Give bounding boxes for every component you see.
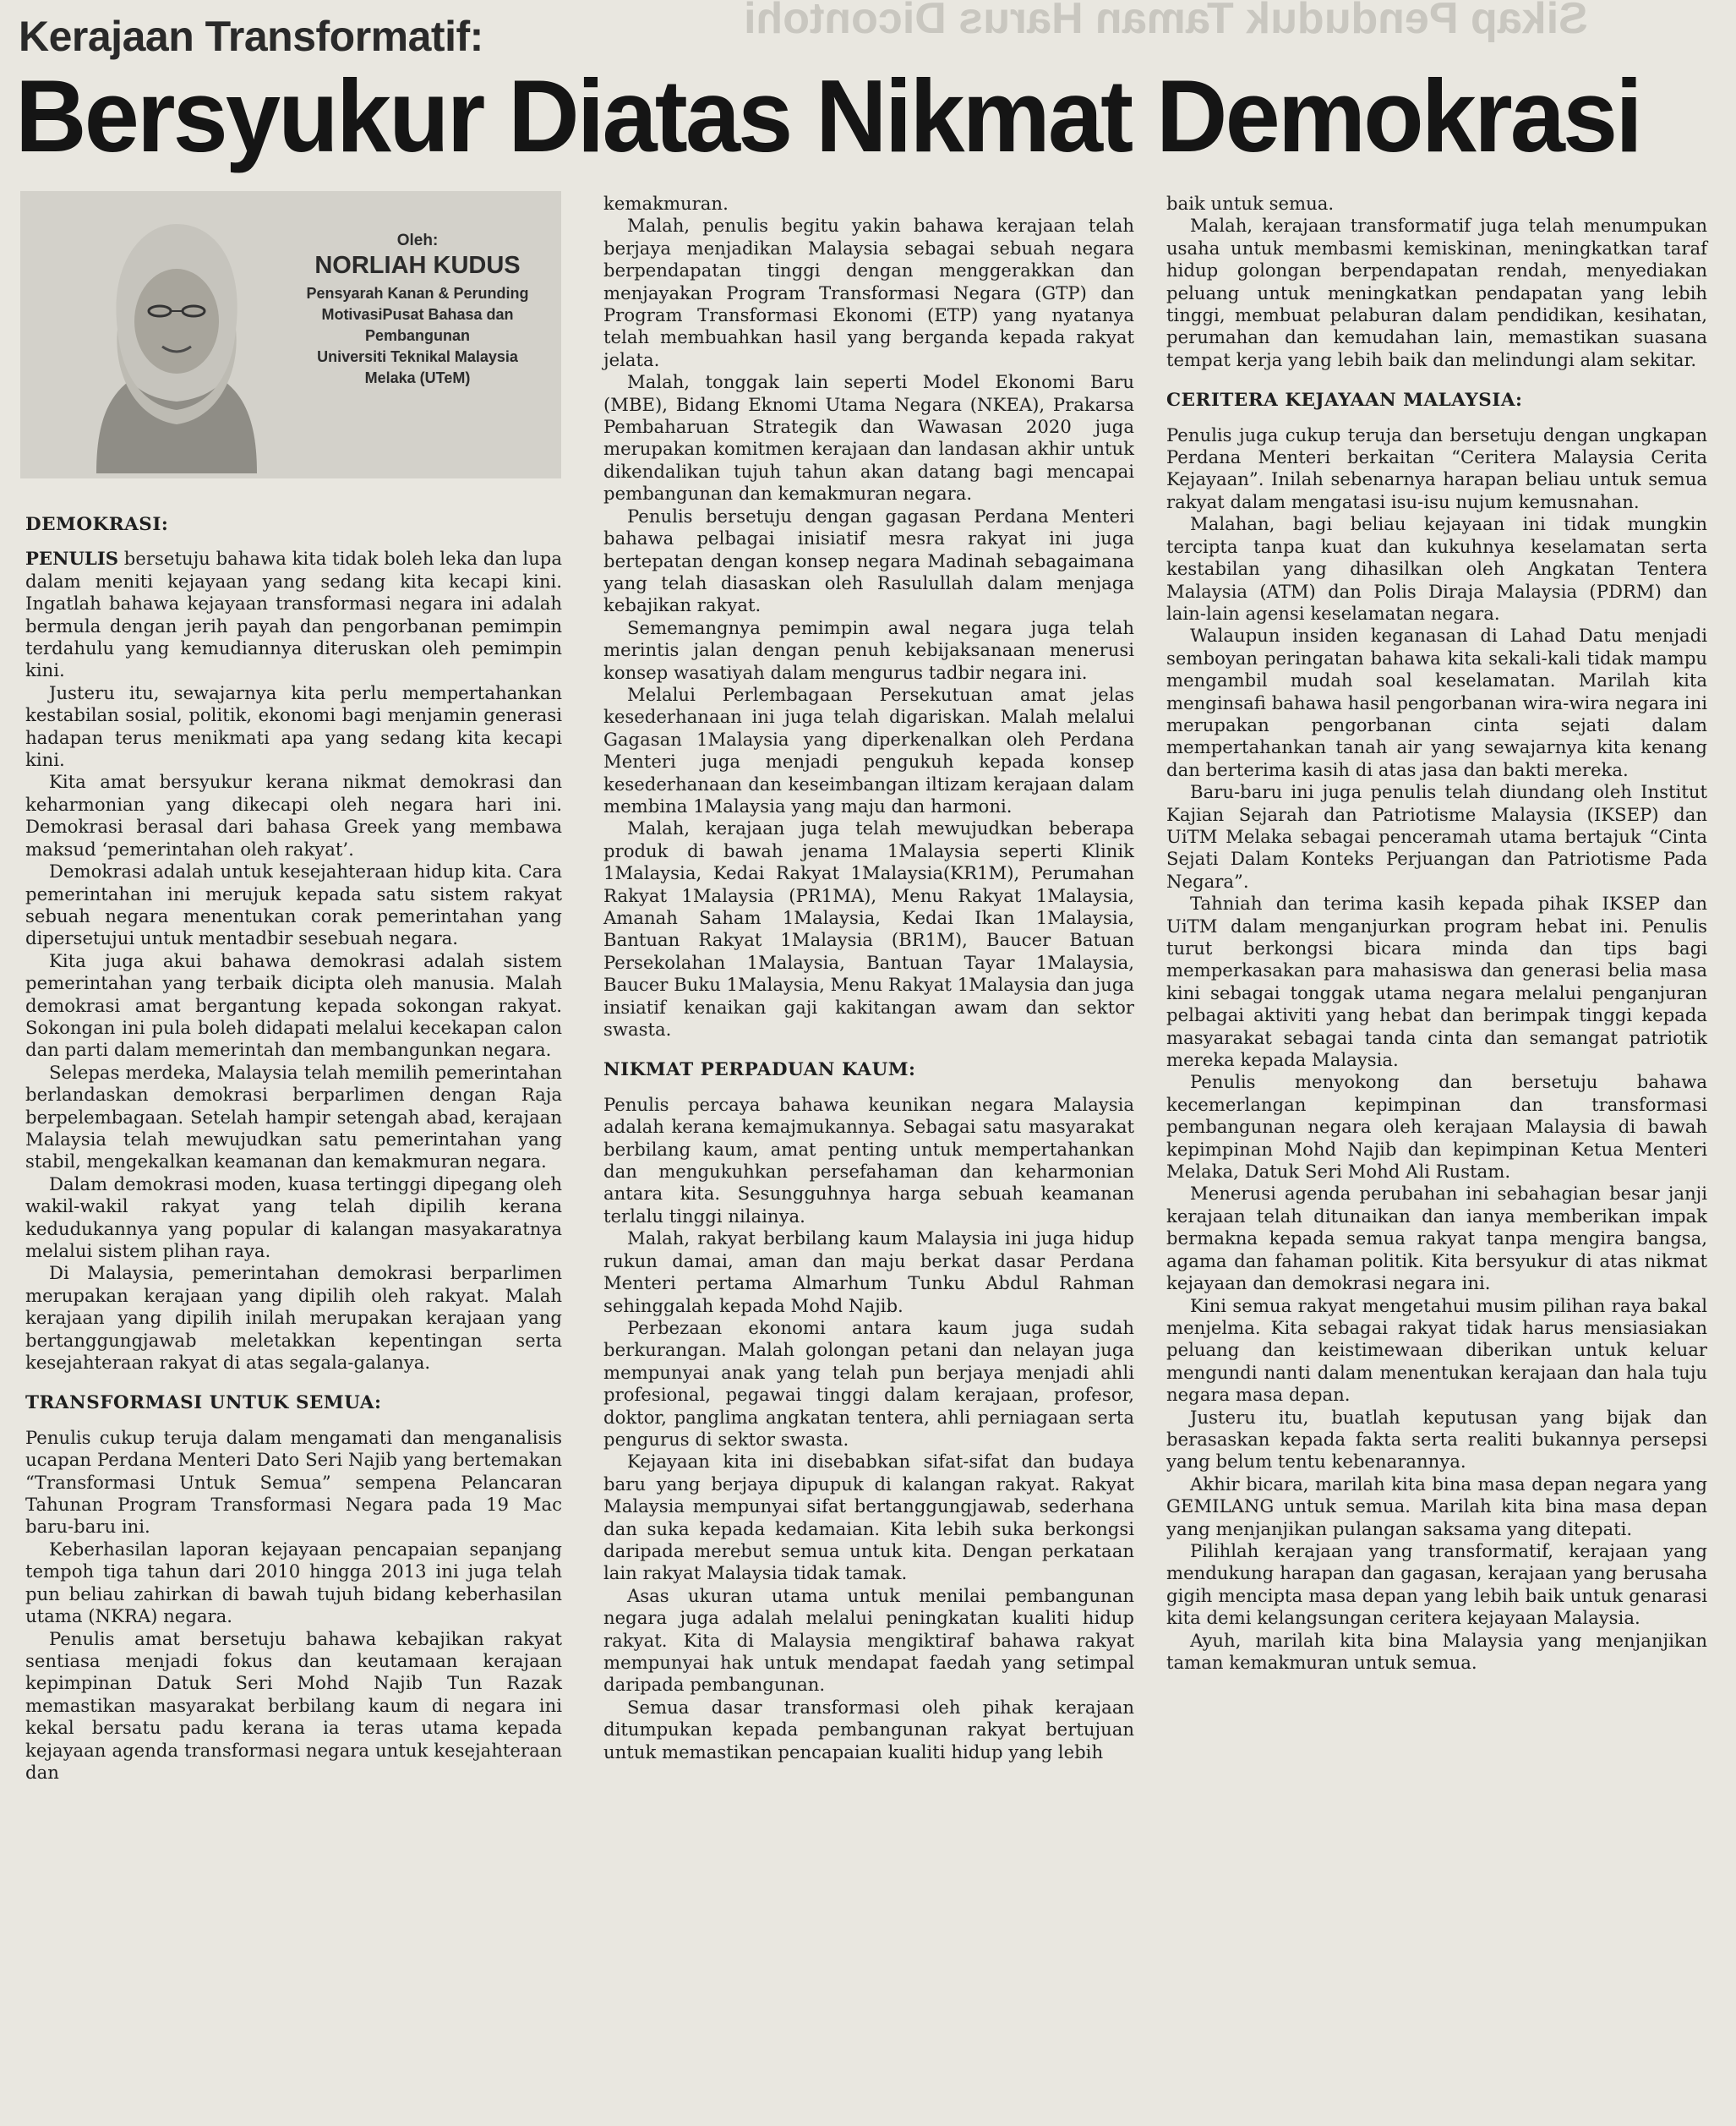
article-column-3 [1166, 193, 1707, 1674]
author-title-line: Universiti Teknikal Malaysia [317, 348, 518, 365]
paragraph: Perbezaan ekonomi antara kaum juga sudah berkurangan. Malah golongan petani dan nelayan juga mempunyai anak yang telah pun berjaya menjadi ahli profesional, pegawai tinggi dalam kerajaan, profesor, doktor, panglima angkatan tentera, ahli perniagaan serta pengurus di sektor swasta. [603, 1316, 1134, 1450]
section-heading: CERITERA KEJAYAAN MALAYSIA: [1166, 390, 1523, 412]
headline: Bersyukur Diatas Nikmat Demokrasi [15, 58, 1640, 173]
paragraph: Malah, rakyat berbilang kaum Malaysia ini juga hidup rukun damai, aman dan maju berkat dasar Perdana Menteri pertama Almarhum Tunku Abdul Rahman sehinggalah kepada Mohd Najib. [603, 1227, 1134, 1316]
paragraph: Malah, penulis begitu yakin bahawa kerajaan telah berjaya menjadikan Malaysia sebagai sebuah negara berpendapatan tinggi dengan menggerakkan dan menjayakan Program Transformasi Negara (GTP) dan Program Transformasi Ekonomi (ETP) yang nyatanya telah membuahkan hasil yang berganda kepada rakyat jelata. [603, 215, 1134, 370]
paragraph: Asas ukuran utama untuk menilai pembangunan negara juga adalah melalui peningkatan kualiti hidup rakyat. Kita di Malaysia mengiktiraf bahawa rakyat mempunyai hak untuk mendapat faedah yang setimpal daripada pembangunan. [603, 1584, 1134, 1696]
paragraph: Penulis percaya bahawa keunikan negara Malaysia adalah kerana kemajmukannya. Sebagai satu masyarakat berbilang kaum, amat penting untuk mempertahankan dan mengukuhkan persefahaman dan keharmonian antara kita. Sesungguhnya harga sebuah keamanan terlalu tinggi nilainya. [603, 1093, 1134, 1227]
paragraph: Kejayaan kita ini disebabkan sifat-sifat dan budaya baru yang berjaya dipupuk di kalangan rakyat. Rakyat Malaysia mempunyai sifat bertanggungjawab, sederhana dan suka kepada kedamaian. Kita lebih suka berkongsi daripada merebut semua untuk kita. Dengan perkataan lain rakyat Malaysia tidak tamak. [603, 1451, 1134, 1584]
paragraph: Penulis bersetuju dengan gagasan Perdana Menteri bahawa pelbagai inisiatif mesra rakyat ini juga bertepatan dengan konsep negara Madinah sebagaimana yang telah diasaskan oleh Rasulullah dalam menjaga kebajikan rakyat. [603, 505, 1134, 616]
byline-label: Oleh: [396, 232, 439, 249]
lead-word: PENULIS [25, 548, 119, 570]
section-heading: NIKMAT PERPADUAN KAUM: [603, 1059, 916, 1081]
paragraph: Melalui Perlembagaan Persekutuan amat jelas kesederhanaan ini juga telah digariskan. Malah melalui Gagasan 1Malaysia yang diperkenalkan oleh Perdana Menteri juga menjadi pengukuh kepada konsep kesederhanaan dan keseimbangan iltizam kerajaan dalam membina 1Malaysia yang maju dan harmoni. [603, 683, 1134, 817]
article-column-1 [25, 502, 562, 1784]
paragraph: Malah, kerajaan transformatif juga telah menumpukan usaha untuk membasmi kemiskinan, meningkatkan taraf hidup golongan berpendapatan rendah, menyediakan peluang untuk meningkatkan pendapatan yang lebih tinggi, membuat pelaburan dalam pendidikan, kesihatan, perumahan dan kemudahan lain, memastikan suasana tempat kerja yang lebih baik dan melindungi alam sekitar. [1166, 215, 1707, 370]
paragraph: baik untuk semua. [1166, 193, 1335, 214]
section-heading: TRANSFORMASI UNTUK SEMUA: [25, 1392, 382, 1414]
article-column-2 [603, 193, 1134, 1763]
author-portrait [71, 203, 282, 473]
kicker: Kerajaan Transformatif: [19, 13, 483, 60]
paragraph: Justeru itu, sewajarnya kita perlu mempertahankan kestabilan sosial, politik, ekonomi bagi menjamin generasi hadapan terus menikmati apa yang sedang kita kecapi kini. [25, 681, 562, 771]
paragraph: Walaupun insiden keganasan di Lahad Datu menjadi semboyan peringatan bahawa kita sekali-kali tidak mampu mengambil mudah soal keselamatan. Marilah kita menginsafi bahawa hasil pengorbanan wira-wira negara ini merupakan pengorbanan cinta sejati dalam mempertahankan tanah air yang sewajarnya kita kenang dan berterima kasih di atas jasa dan bakti mereka. [1166, 625, 1707, 780]
paragraph: Penulis cukup teruja dalam mengamati dan menganalisis ucapan Perdana Menteri Dato Seri Najib yang bertemakan “Transformasi Untuk Semua” sempena Pelancaran Tahunan Program Transformasi Negara pada 19 Mac baru-baru ini. [25, 1426, 562, 1538]
paragraph: Dalam demokrasi moden, kuasa tertinggi dipegang oleh wakil-wakil rakyat yang telah dipilih kerana kedudukannya yang popular di kalangan masyakaratnya melalui sistem plihan raya. [25, 1172, 562, 1261]
paragraph: Selepas merdeka, Malaysia telah memilih pemerintahan berlandaskan demokrasi berparlimen dengan Raja berpelembagaan. Setelah hampir setengah abad, kerajaan Malaysia telah mewujudkan satu pemerintahan yang stabil, mengekalkan keamanan dan kemakmuran negara. [25, 1061, 562, 1172]
paragraph: Penulis menyokong dan bersetuju bahawa kecemerlangan kepimpinan dan transformasi pembangunan negara oleh kerajaan Malaysia di bawah kepimpinan Mohd Najib dan kepimpinan Ketua Menteri Melaka, Datuk Seri Mohd Ali Rustam. [1166, 1071, 1707, 1183]
lead-text: bersetuju bahawa kita tidak boleh leka dan lupa dalam meniti kejayaan yang sedang kita kecapi kini. Ingatlah bahawa kejayaan transformasi negara ini adalah bermula dengan jerih payah dan pengorbanan pemimpin terdahulu yang kemudiannya diteruskan oleh pemimpin kini. [25, 548, 562, 681]
paragraph: Pilihlah kerajaan yang transformatif, kerajaan yang mendukung harapan dan gagasan, kerajaan yang berusaha gigih mencipta masa depan yang lebih baik untuk genarasi kita demi kelangsungan ceritera kejayaan Malaysia. [1166, 1539, 1707, 1629]
author-title-line: Pembangunan [364, 327, 470, 344]
paragraph: Malah, kerajaan juga telah mewujudkan beberapa produk di bawah jenama 1Malaysia seperti Klinik 1Malaysia, Kedai Rakyat 1Malaysia(KR1M), Perumahan Rakyat 1Malaysia (PR1MA), Menu Rakyat 1Malaysia, Amanah Saham 1Malaysia, Kedai Ikan 1Malaysia, Bantuan Rakyat 1Malaysia (BR1M), Baucer Batuan Persekolahan 1Malaysia, Bantuan Tayar 1Malaysia, Baucer Buku 1Malaysia, Menu Rakyat 1Malaysia dan juga insiatif kenaikan gaji kakitangan awam dan sektor swasta. [603, 817, 1134, 1041]
author-title-line: MotivasiPusat Bahasa dan [321, 306, 514, 323]
paragraph: Akhir bicara, marilah kita bina masa depan negara yang GEMILANG untuk semua. Marilah kita bina masa depan yang menjanjikan pulangan saksama yang ditepati. [1166, 1473, 1707, 1539]
author-credit [291, 232, 544, 389]
paragraph: Semua dasar transformasi oleh pihak kerajaan ditumpukan kepada pembangunan rakyat bertujuan untuk memastikan pencapaian kualiti hidup yang lebih [603, 1696, 1134, 1763]
paragraph: Menerusi agenda perubahan ini sebahagian besar janji kerajaan telah ditunaikan dan ianya memberikan impak bermakna kepada semua rakyat tanpa mengira bangsa, agama dan fahaman politik. Kita bersyukur di atas nikmat kejayaan dan demokrasi negara ini. [1166, 1183, 1707, 1294]
paragraph: Sememangnya pemimpin awal negara juga telah merintis jalan dengan penuh kebijaksanaan menerusi konsep wasatiyah dalam mengurus tadbir negara ini. [603, 616, 1134, 683]
adjacent-page-heading: Sikap Penduduk Taman Harus Dicontohi [744, 0, 1588, 43]
byline-box [20, 191, 561, 478]
author-title-line: Melaka (UTeM) [364, 369, 471, 386]
paragraph: Penulis amat bersetuju bahawa kebajikan rakyat sentiasa menjadi fokus dan keutamaan kerajaan kepimpinan Datuk Seri Mohd Najib Tun Razak memastikan masyarakat berbilang kaum di negara ini kekal bersatu padu kerana ia teras utama kepada kejayaan agenda transformasi negara untuk kesejahteraan dan [25, 1627, 562, 1783]
author-title-line: Pensyarah Kanan & Perunding [306, 285, 529, 302]
author-name: NORLIAH KUDUS [314, 252, 521, 279]
paragraph: Malah, tonggak lain seperti Model Ekonomi Baru (MBE), Bidang Eknomi Utama Negara (NKEA), Prakarsa Pembaharuan Strategik dan Wawasan 2020 juga merupakan komitmen kerajaan dan landasan akhir untuk dikendalikan tujuh tahun akan datang bagi mencapai pembangunan dan kemakmuran negara. [603, 371, 1134, 505]
paragraph: kemakmuran. [603, 193, 729, 214]
paragraph: Keberhasilan laporan kejayaan pencapaian sepanjang tempoh tiga tahun dari 2010 hingga 2013 ini juga telah pun beliau zahirkan di bawah tujuh bidang keberhasilan utama (NKRA) negara. [25, 1538, 562, 1627]
lead-paragraph [25, 548, 562, 681]
paragraph: Malahan, bagi beliau kejayaan ini tidak mungkin tercipta tanpa kuat dan kukuhnya keselamatan serta kestabilan yang dihasilkan oleh Angkatan Tentera Malaysia (ATM) dan Polis Diraja Malaysia (PDRM) dan lain-lain agensi keselamatan negara. [1166, 513, 1707, 624]
paragraph: Penulis juga cukup teruja dan bersetuju dengan ungkapan Perdana Menteri berkaitan “Ceritera Malaysia Cerita Kejayaan”. Inilah sebenarnya harapan beliau untuk semua rakyat dalam mengatasi isu-isu nujum kemusnahan. [1166, 424, 1707, 512]
paragraph: Tahniah dan terima kasih kepada pihak IKSEP dan UiTM dalam menganjurkan program hebat ini. Penulis turut berkongsi bicara minda dan tips bagi memperkasakan para mahasiswa dan generasi belia masa kini sebagai tonggak utama negara melalui penganjuran pelbagai aktiviti yang hebat dan berimpak tinggi kepada masyarakat sebagai tanda cinta dan semangat patriotik mereka kepada Malaysia. [1166, 893, 1707, 1071]
paragraph: Justeru itu, buatlah keputusan yang bijak dan berasaskan kepada fakta serta realiti bukannya persepsi yang belum tentu kebenarannya. [1166, 1406, 1707, 1473]
paragraph: Di Malaysia, pemerintahan demokrasi berparlimen merupakan kerajaan yang dipilih oleh rakyat. Malah kerajaan yang dipilih inilah merupakan kerajaan yang bertanggungjawab meletakkan kepentingan serta kesejahteraan rakyat di atas segala-galanya. [25, 1262, 562, 1374]
paragraph: Ayuh, marilah kita bina Malaysia yang menjanjikan taman kemakmuran untuk semua. [1166, 1629, 1707, 1673]
paragraph: Kita juga akui bahawa demokrasi adalah sistem pemerintahan yang terbaik dicipta oleh manusia. Malah demokrasi amat bergantung kepada sokongan rakyat. Sokongan ini pula boleh didapati melalui kecekapan calon dan parti dalam memerintah dan membangunkan negara. [25, 949, 562, 1061]
paragraph: Kini semua rakyat mengetahui musim pilihan raya bakal menjelma. Kita sebagai rakyat tidak harus mensiasiakan peluang dan keistimewaan diberikan untuk keluar mengundi nanti dalam menentukan kerajaan dan hala tuju negara masa depan. [1166, 1294, 1707, 1406]
paragraph: Demokrasi adalah untuk kesejahteraan hidup kita. Cara pemerintahan ini merujuk kepada satu sistem rakyat sebuah negara menentukan corak pemerintahan yang dipersetujui untuk mentadbir sesebuah negara. [25, 861, 562, 949]
paragraph: Baru-baru ini juga penulis telah diundang oleh Institut Kajian Sejarah dan Patriotisme Malaysia (IKSEP) dan UiTM Melaka sebagai penceramah utama bertajuk “Cinta Sejati Dalam Konteks Perjuangan dan Patriotisme Pada Negara”. [1166, 781, 1707, 892]
section-heading: DEMOKRASI: [25, 514, 169, 535]
paragraph: Kita amat bersyukur kerana nikmat demokrasi dan keharmonian yang dikecapi oleh negara hari ini. Demokrasi berasal dari bahasa Greek yang membawa maksud ‘pemerintahan oleh rakyat’. [25, 771, 562, 860]
